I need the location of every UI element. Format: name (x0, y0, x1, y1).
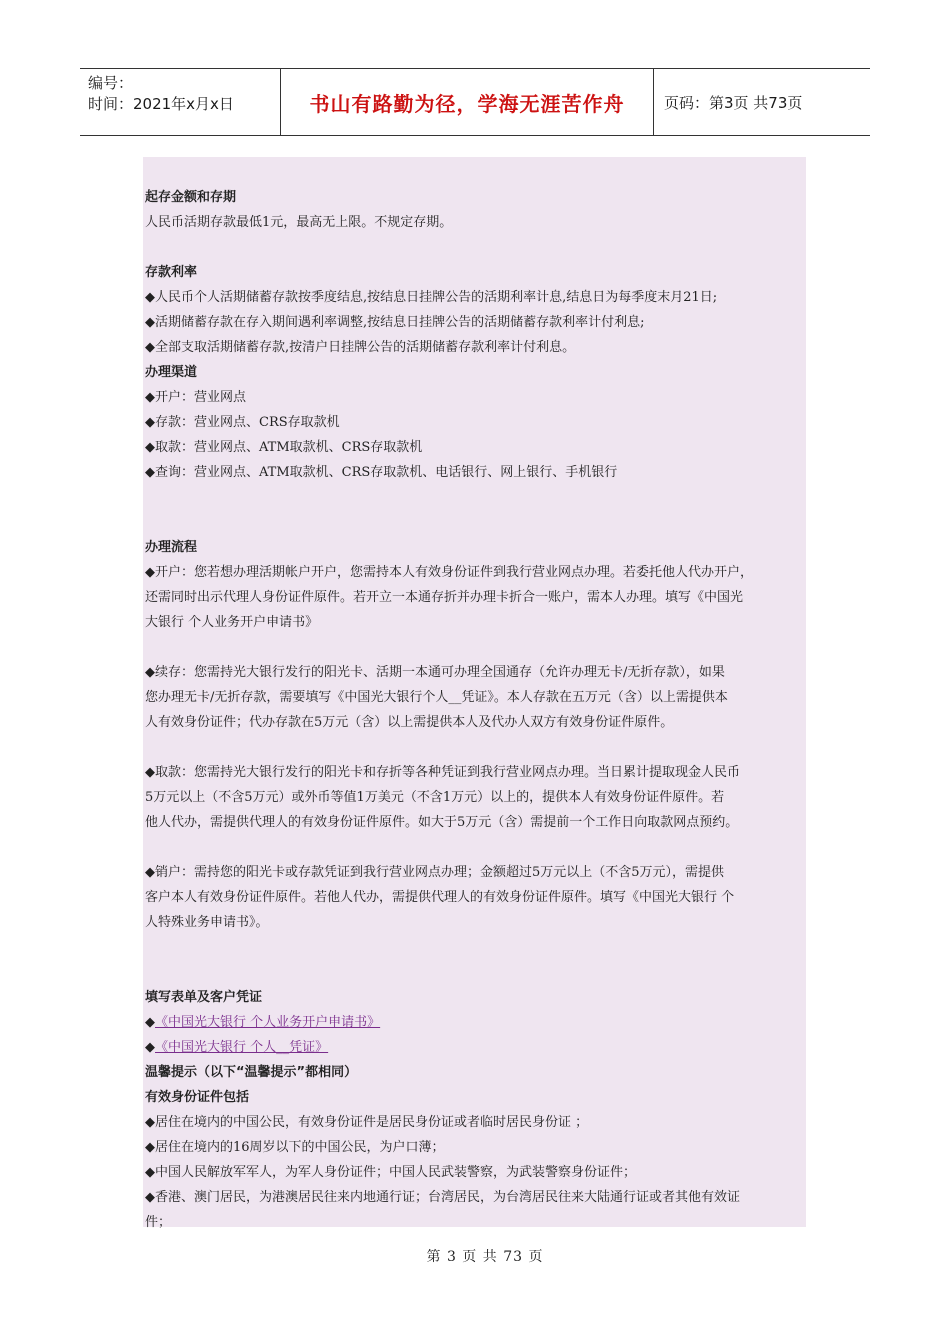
process-open-line: 大银行 个人业务开户申请书》 (145, 615, 319, 630)
process-withdraw-line: 5万元以上（不含5万元）或外币等值1万美元（不含1万元）以上的，提供本人有效身份证件原件。若 (145, 790, 725, 805)
form-link-row (145, 1010, 804, 1035)
process-deposit-line: 人有效身份证件；代办存款在5万元（含）以上需提供本人及代办人双方有效身份证件原件。 (145, 715, 674, 730)
number-label: 编号： (88, 74, 134, 92)
forms-title: 填写表单及客户凭证 (145, 990, 263, 1005)
rate-item: ◆活期储蓄存款在存入期间遇利率调整,按结息日挂牌公告的活期储蓄存款利率计付利息; (145, 315, 645, 330)
id-item: ◆居住在境内的中国公民，有效身份证件是居民身份证或者临时居民身份证 ； (145, 1115, 589, 1130)
page-footer: 第 3 页 共 73 页 (426, 1249, 544, 1265)
channel-item: ◆取款：营业网点、ATM取款机、CRS存取款机 (145, 440, 423, 455)
rate-item: ◆全部支取活期储蓄存款,按清户日挂牌公告的活期储蓄存款利率计付利息。 (145, 340, 576, 355)
content-panel (143, 157, 806, 1230)
header-page-info: 页码：第3页 共73页 (664, 93, 803, 112)
form-link-open-account[interactable]: 《中国光大银行 个人业务开户申请书》 (155, 1015, 381, 1030)
form-link-row (145, 1035, 804, 1060)
process-withdraw-line: ◆取款：您需持光大银行发行的阳光卡和存折等各种凭证到我行营业网点办理。当日累计提取现金人民币 (145, 765, 740, 780)
id-item: ◆香港、澳门居民，为港澳居民往来内地通行证；台湾居民，为台湾居民往来大陆通行证或者其他有效证 (145, 1190, 740, 1205)
bullet: ◆ (145, 1015, 155, 1030)
id-item: ◆居住在境内的16周岁以下的中国公民，为户口薄； (145, 1140, 445, 1155)
channel-item: ◆开户：营业网点 (145, 390, 246, 405)
motto: 书山有路勤为径，学海无涯苦作舟 (280, 69, 654, 135)
bullet: ◆ (145, 1040, 155, 1055)
process-deposit-line: 您办理无卡/无折存款，需要填写《中国光大银行个人__凭证》。本人存款在五万元（含）以上需提供本 (145, 690, 728, 705)
process-close-line: ◆销户：需持您的阳光卡或存款凭证到我行营业网点办理；金额超过5万元以上（不含5万元），需提供 (145, 865, 725, 880)
process-withdraw-line: 他人代办，需提供代理人的有效身份证件原件。如大于5万元（含）需提前一个工作日向取款网点预约。 (145, 815, 739, 830)
amount-title: 起存金额和存期 (145, 190, 237, 205)
time-label: 时间：2021年x月x日 (88, 95, 234, 113)
process-open-line: 还需同时出示代理人身份证件原件。若开立一本通存折并办理卡折合一账户，需本人办理。填写《中国光 (145, 590, 744, 605)
channel-item: ◆查询：营业网点、ATM取款机、CRS存取款机、电话银行、网上银行、手机银行 (145, 465, 618, 480)
form-link-voucher[interactable]: 《中国光大银行 个人__凭证》 (155, 1040, 329, 1055)
process-deposit-line: ◆续存：您需持光大银行发行的阳光卡、活期一本通可办理全国通存（允许办理无卡/无折存款），如果 (145, 665, 725, 680)
header-meta (80, 69, 280, 135)
process-title: 办理流程 (145, 540, 198, 555)
process-close-line: 客户本人有效身份证件原件。若他人代办，需提供代理人的有效身份证件原件。填写《中国光大银行 个 (145, 890, 735, 905)
id-title: 有效身份证件包括 (145, 1090, 250, 1105)
rate-item: ◆人民币个人活期储蓄存款按季度结息,按结息日挂牌公告的活期利率计息,结息日为每季度末月21日; (145, 290, 718, 305)
channel-title: 办理渠道 (145, 365, 198, 380)
process-open-line: ◆开户：您若想办理活期帐户开户，您需持本人有效身份证件到我行营业网点办理。若委托他人代办开户， (145, 565, 753, 580)
process-close-line: 人特殊业务申请书》。 (145, 915, 269, 930)
amount-text: 人民币活期存款最低1元，最高无上限。不规定存期。 (145, 215, 453, 230)
rate-title: 存款利率 (145, 265, 198, 280)
channel-item: ◆存款：营业网点、CRS存取款机 (145, 415, 340, 430)
id-item: ◆中国人民解放军军人，为军人身份证件；中国人民武装警察，为武装警察身份证件； (145, 1165, 636, 1180)
document-header (80, 68, 870, 136)
id-item: 件； (145, 1215, 172, 1230)
tips-title: 温馨提示（以下“温馨提示”都相同） (145, 1065, 358, 1080)
